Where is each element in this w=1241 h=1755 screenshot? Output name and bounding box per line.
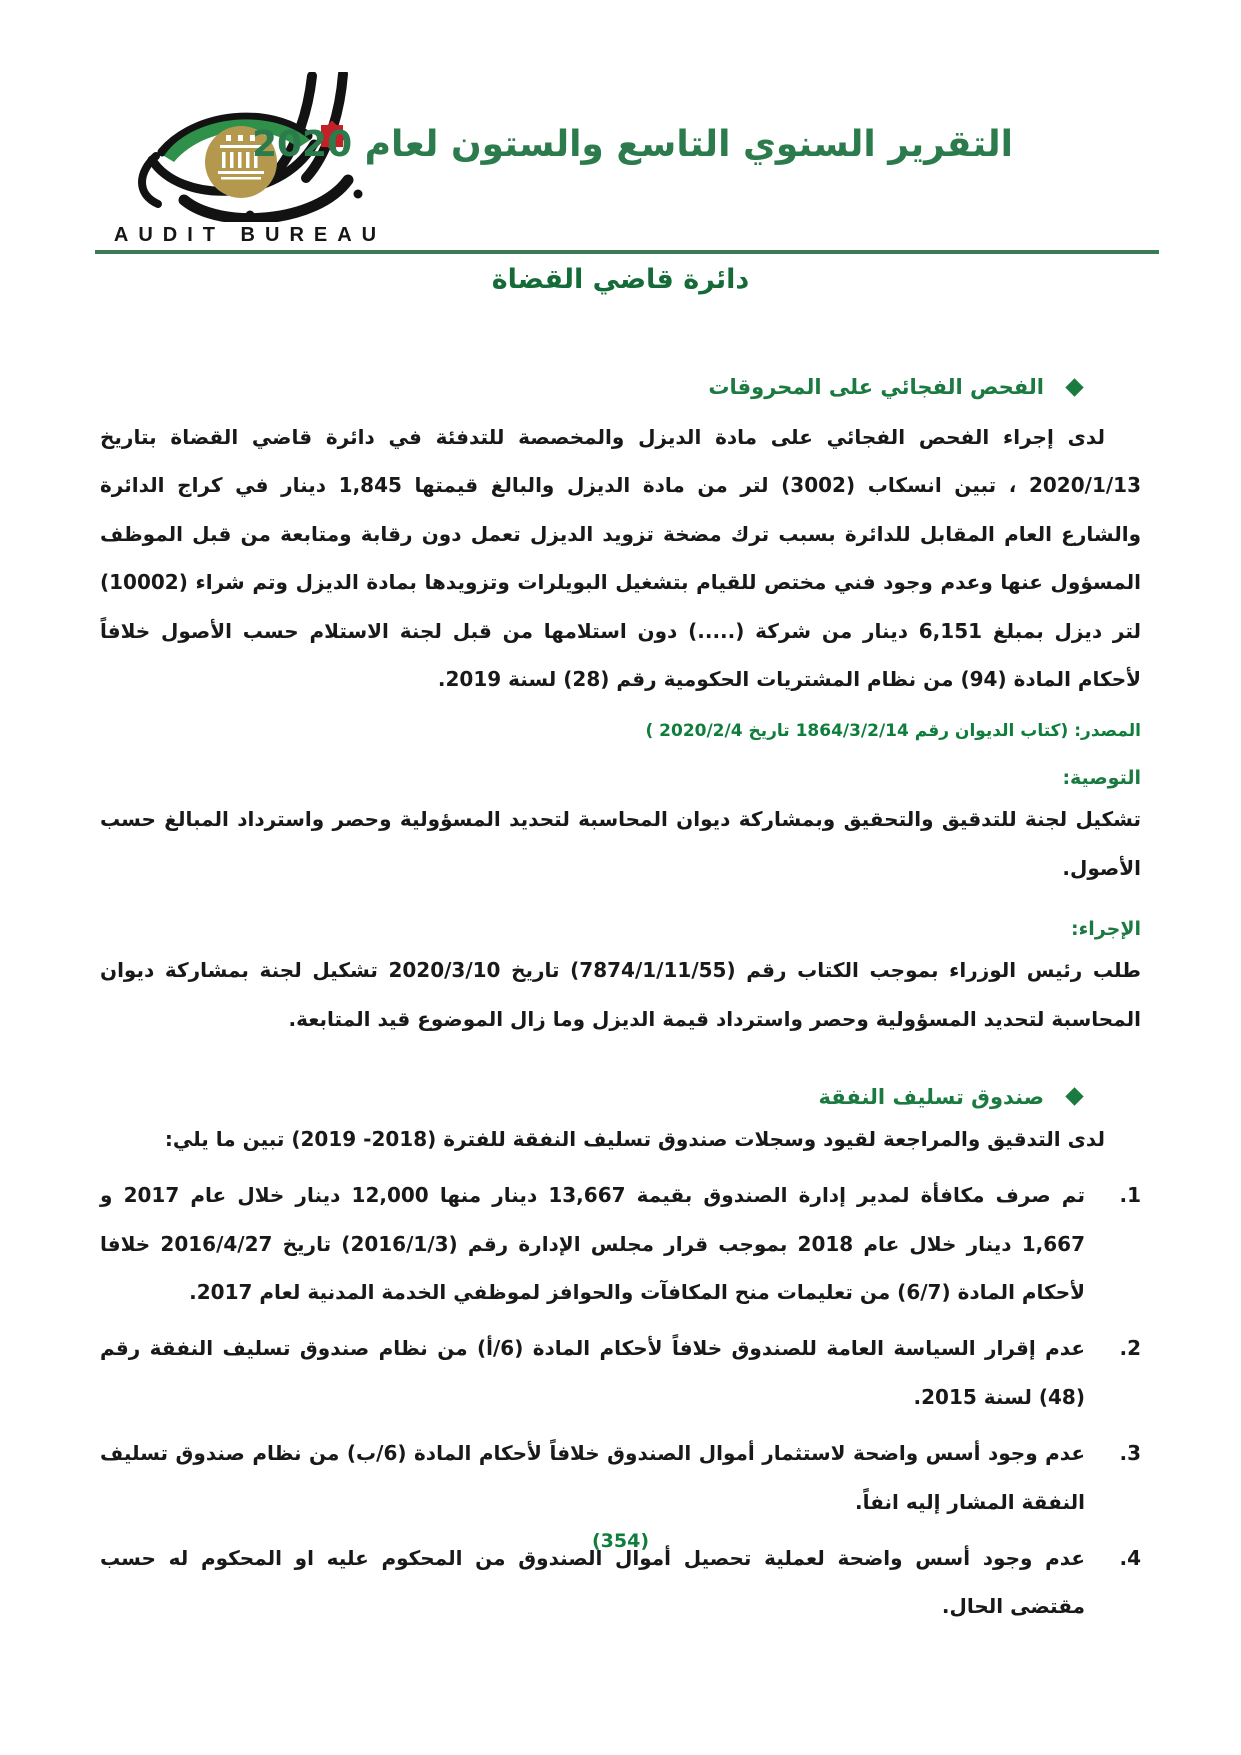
list-item-number: 1. (1119, 1183, 1141, 1208)
section-paragraph: لدى إجراء الفحص الفجائي على مادة الديزل والمخصصة للتدفئة في دائرة قاضي القضاة بتاريخ 2020/1/13 ، تبين انسكاب (3002) لتر من مادة الديزل والبالغ قيمتها 1,845 دينار في كراج الدائرة والشارع العام المقابل للدائرة بسبب ترك مضخة تزويد الديزل تعمل دون رقابة ومتابعة من قبل الموظف المسؤول عنها وعدم وجود فني مختص للقيام بتشغيل البويلرات وتزويدها بمادة الديزل وتم شراء (10002) لتر ديزل بمبلغ 6,151 دينار من شركة (.....) دون استلامها من قبل لجنة الاستلام حسب الأصول خلافاً لأحكام المادة (94) من نظام المشتريات الحكومية رقم (28) لسنة 2019. (100, 425, 1141, 691)
list-item-text: عدم وجود أسس واضحة لاستثمار أموال الصندوق خلافاً لأحكام المادة (6/ب) من نظام صندوق تسليف النفقة المشار إليه انفاً. (100, 1441, 1085, 1514)
diamond-bullet-icon (1065, 1088, 1083, 1106)
recommendation-text: تشكيل لجنة للتدقيق والتحقيق وبمشاركة ديوان المحاسبة لتحديد المسؤولية وحصر واسترداد المبالغ حسب الأصول. (100, 807, 1141, 880)
findings-list (100, 1171, 1141, 1631)
section-heading-row (100, 375, 1141, 399)
report-title: التقرير السنوي التاسع والستون لعام 2020 (251, 124, 1013, 165)
list-item (100, 1324, 1141, 1421)
section-heading: صندوق تسليف النفقة (818, 1084, 1044, 1109)
list-item-text: عدم وجود أسس واضحة لعملية تحصيل أموال الصندوق من المحكوم عليه او المحكوم له حسب مقتضى الحال. (100, 1546, 1085, 1619)
diamond-bullet-icon (1065, 378, 1083, 396)
list-item-number: 3. (1119, 1441, 1141, 1466)
list-item-text: تم صرف مكافأة لمدير إدارة الصندوق بقيمة 13,667 دينار منها 12,000 دينار خلال عام 2017 و 1,667 دينار خلال عام 2018 بموجب قرار مجلس الإدارة رقم (2016/1/3) تاريخ 2016/4/27 خلافا لأحكام المادة (6/7) من تعليمات منح المكافآت والحوافز لموظفي الخدمة المدنية لعام 2017. (100, 1183, 1086, 1305)
list-item (100, 1171, 1141, 1316)
action-text: طلب رئيس الوزراء بموجب الكتاب رقم (7874/1/11/55) تاريخ 2020/3/10 تشكيل لجنة بمشاركة ديوان المحاسبة لتحديد المسؤولية وحصر واسترداد قيمة الديزل وما زال الموضوع قيد المتابعة. (100, 958, 1141, 1031)
list-item-number: 2. (1119, 1336, 1141, 1361)
source-line: المصدر: (كتاب الديوان رقم 1864/3/2/14 تاريخ 2020/2/4 ) (645, 721, 1141, 742)
page-number: (354) (591, 1530, 650, 1552)
page-title: دائرة قاضي القضاة (491, 264, 750, 295)
section-fuel-inspection (0, 375, 1241, 1043)
page-footer (0, 1530, 1241, 1552)
action-label: الإجراء: (1071, 918, 1141, 941)
list-item-text: عدم إقرار السياسة العامة للصندوق خلافاً لأحكام المادة (6/أ) من نظام صندوق تسليف النفقة رقم (48) لسنة 2015. (100, 1336, 1085, 1409)
list-item-number: 4. (1119, 1546, 1141, 1571)
section-intro: لدى التدقيق والمراجعة لقيود وسجلات صندوق تسليف النفقة للفترة (2018- 2019) تبين ما يلي: (164, 1126, 1105, 1151)
section-heading-row (100, 1085, 1141, 1109)
recommendation-label: التوصية: (1062, 767, 1141, 790)
page-header (100, 72, 1141, 250)
header-divider (95, 250, 1159, 254)
list-item (100, 1429, 1141, 1526)
section-heading: الفحص الفجائي على المحروقات (708, 375, 1044, 399)
logo-latin-name: AUDIT BUREAU (113, 224, 387, 246)
